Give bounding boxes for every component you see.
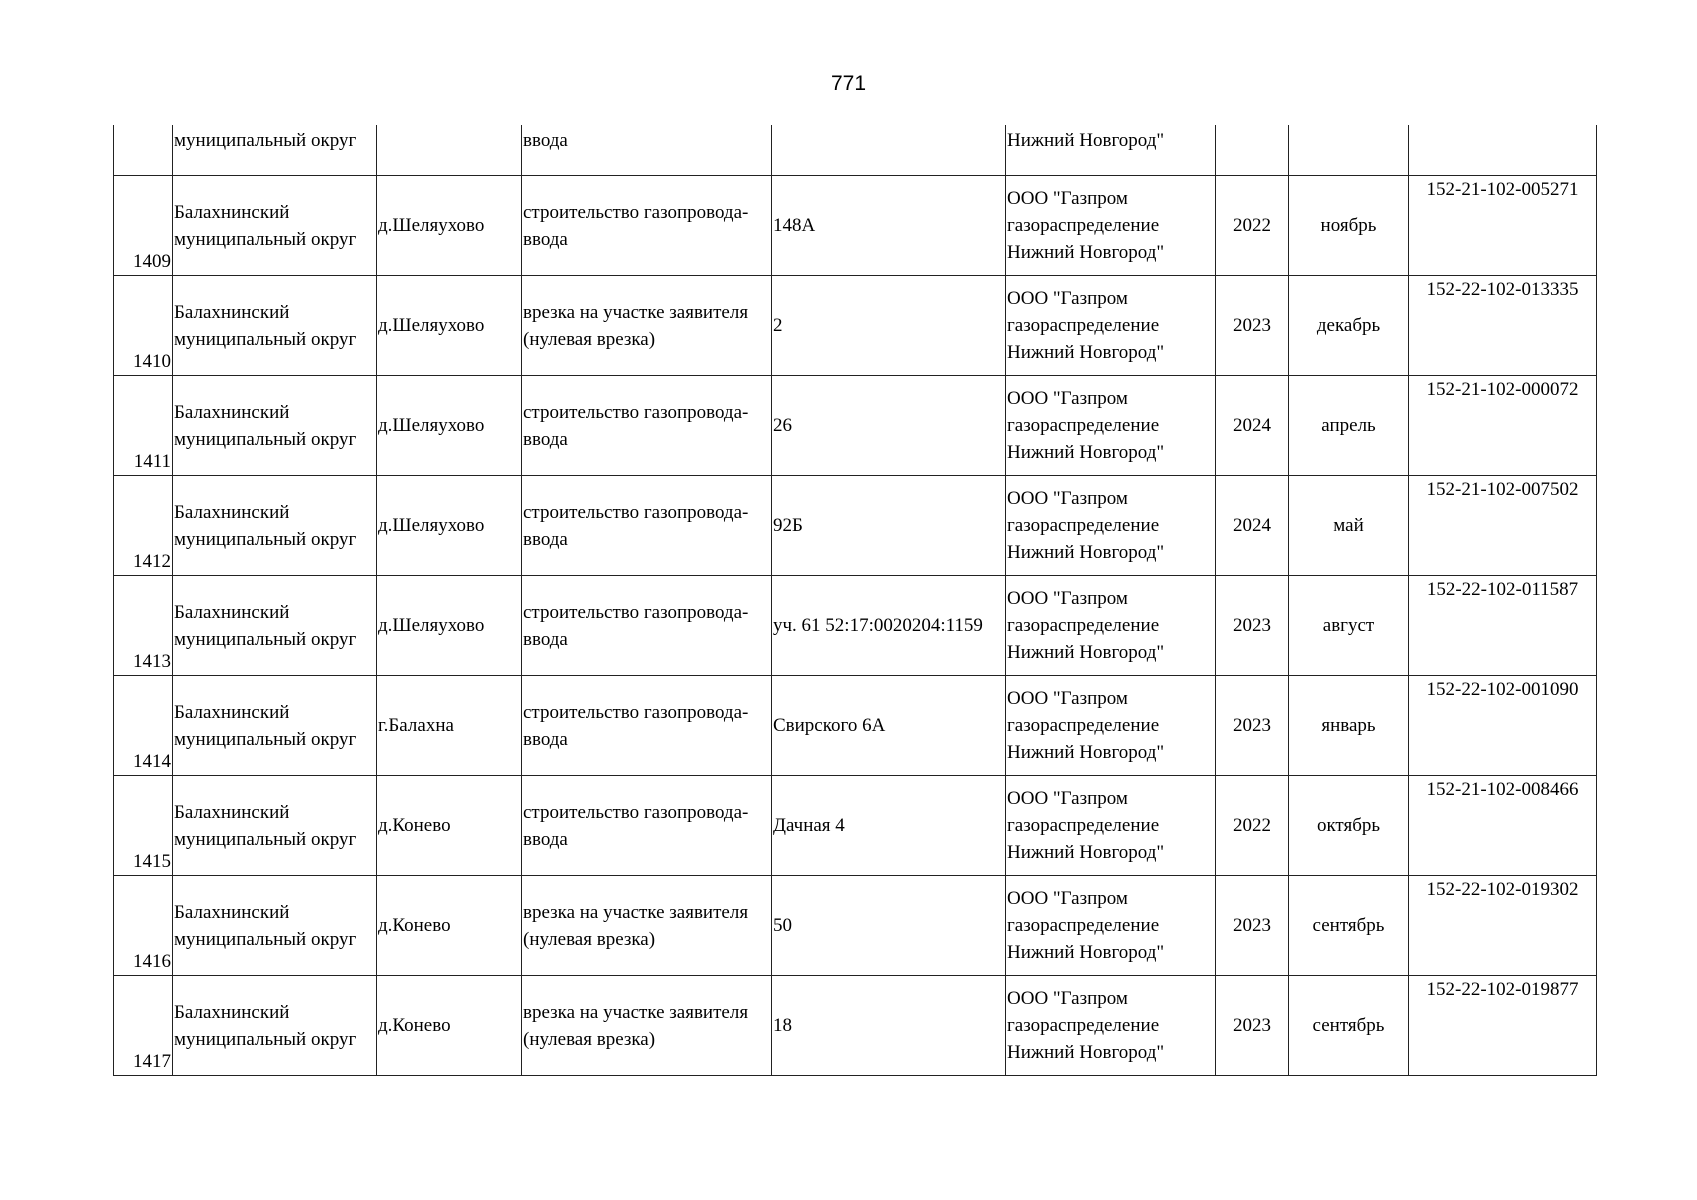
cell-district-line: Балахнинский (174, 601, 290, 623)
cell-settlement: д.Шеляухово (377, 276, 522, 376)
cell-work-type-line: строительство газопровода- (523, 401, 749, 423)
cell-organization-line: газораспределение (1007, 915, 1160, 936)
cell-work-type-line: врезка на участке заявителя (523, 1001, 749, 1023)
cell-code: 152-22-102-013335 (1409, 276, 1597, 376)
cell-organization-line: ООО "Газпром (1007, 388, 1128, 409)
cell-address: 26 (772, 376, 1006, 476)
cell-organization-line: Нижний Новгород" (1007, 542, 1165, 563)
cell-organization-line: ООО "Газпром (1007, 488, 1128, 509)
table-row (114, 276, 1597, 376)
cell-address: 92Б (772, 476, 1006, 576)
cell-code: 152-21-102-008466 (1409, 776, 1597, 876)
cell-month: январь (1289, 676, 1409, 776)
cell-organization (1006, 376, 1216, 476)
cell-organization-line: Нижний Новгород" (1007, 342, 1165, 363)
cell-work-type-line: ввода (523, 528, 568, 550)
cell-number: 1413 (114, 576, 173, 676)
table-row (114, 376, 1597, 476)
cell-district-line: Балахнинский (174, 201, 290, 223)
cell-year: 2024 (1216, 476, 1289, 576)
cell-settlement: г.Балахна (377, 676, 522, 776)
cell-address: 18 (772, 976, 1006, 1076)
cell-number: 1416 (114, 876, 173, 976)
cell-work-type-line: (нулевая врезка) (523, 1028, 656, 1050)
cell-district-line: Балахнинский (174, 801, 290, 823)
cell-organization (1006, 276, 1216, 376)
cell-organization-line: газораспределение (1007, 715, 1160, 736)
cell-organization: Нижний Новгород" (1006, 125, 1216, 176)
cell-district-line: Балахнинский (174, 901, 290, 923)
table-row (114, 976, 1597, 1076)
cell-work-type-line: ввода (523, 628, 568, 650)
cell-number: 1411 (114, 376, 173, 476)
cell-district (173, 576, 377, 676)
cell-address: 2 (772, 276, 1006, 376)
cell-work-type (522, 376, 772, 476)
cell-organization-line: ООО "Газпром (1007, 188, 1128, 209)
cell-organization (1006, 876, 1216, 976)
cell-work-type-line: строительство газопровода- (523, 801, 749, 823)
cell-number (114, 125, 173, 176)
cell-district: муниципальный округ (173, 125, 377, 176)
cell-organization (1006, 776, 1216, 876)
table-row (114, 676, 1597, 776)
cell-organization (1006, 476, 1216, 576)
cell-year: 2023 (1216, 976, 1289, 1076)
cell-year (1216, 125, 1289, 176)
cell-number: 1410 (114, 276, 173, 376)
cell-organization (1006, 976, 1216, 1076)
cell-address: уч. 61 52:17:0020204:1159 (772, 576, 1006, 676)
cell-work-type-line: (нулевая врезка) (523, 328, 656, 350)
cell-district-line: муниципальный округ (174, 828, 357, 850)
cell-code: 152-21-102-000072 (1409, 376, 1597, 476)
cell-district (173, 776, 377, 876)
cell-settlement: д.Шеляухово (377, 576, 522, 676)
cell-work-type: ввода (522, 125, 772, 176)
cell-month: апрель (1289, 376, 1409, 476)
table-row (114, 576, 1597, 676)
cell-number: 1415 (114, 776, 173, 876)
table-row (114, 476, 1597, 576)
cell-district (173, 676, 377, 776)
table-row (114, 776, 1597, 876)
cell-year: 2023 (1216, 576, 1289, 676)
table-row (114, 176, 1597, 276)
cell-organization-line: газораспределение (1007, 1015, 1160, 1036)
cell-organization-line: газораспределение (1007, 615, 1160, 636)
cell-year: 2022 (1216, 176, 1289, 276)
cell-district (173, 476, 377, 576)
table-row (114, 876, 1597, 976)
cell-organization (1006, 176, 1216, 276)
cell-work-type (522, 876, 772, 976)
cell-district (173, 376, 377, 476)
cell-code: 152-21-102-005271 (1409, 176, 1597, 276)
cell-organization-line: ООО "Газпром (1007, 588, 1128, 609)
cell-code: 152-22-102-019302 (1409, 876, 1597, 976)
cell-work-type-line: строительство газопровода- (523, 201, 749, 223)
cell-work-type (522, 976, 772, 1076)
cell-organization-line: Нижний Новгород" (1007, 942, 1165, 963)
cell-code: 152-21-102-007502 (1409, 476, 1597, 576)
cell-month: август (1289, 576, 1409, 676)
cell-organization-line: ООО "Газпром (1007, 988, 1128, 1009)
cell-settlement: д.Шеляухово (377, 376, 522, 476)
cell-number: 1409 (114, 176, 173, 276)
cell-organization-line: газораспределение (1007, 515, 1160, 536)
cell-work-type (522, 776, 772, 876)
cell-district (173, 876, 377, 976)
cell-code: 152-22-102-001090 (1409, 676, 1597, 776)
cell-district (173, 176, 377, 276)
cell-district-line: муниципальный округ (174, 528, 357, 550)
cell-district-line: муниципальный округ (174, 328, 357, 350)
cell-organization-line: Нижний Новгород" (1007, 1042, 1165, 1063)
cell-organization-line: Нижний Новгород" (1007, 442, 1165, 463)
cell-year: 2023 (1216, 676, 1289, 776)
cell-work-type (522, 476, 772, 576)
cell-work-type (522, 576, 772, 676)
cell-work-type-line: (нулевая врезка) (523, 928, 656, 950)
cell-number: 1412 (114, 476, 173, 576)
cell-month: октябрь (1289, 776, 1409, 876)
cell-district-line: муниципальный округ (174, 228, 357, 250)
cell-work-type-line: ввода (523, 728, 568, 750)
cell-month: сентябрь (1289, 876, 1409, 976)
cell-work-type-line: ввода (523, 828, 568, 850)
cell-year: 2022 (1216, 776, 1289, 876)
cell-work-type (522, 176, 772, 276)
cell-organization-line: газораспределение (1007, 815, 1160, 836)
cell-district (173, 276, 377, 376)
cell-settlement: д.Шеляухово (377, 176, 522, 276)
gasification-schedule-table (113, 125, 1597, 1076)
cell-address (772, 125, 1006, 176)
cell-month: май (1289, 476, 1409, 576)
cell-month: декабрь (1289, 276, 1409, 376)
cell-district-line: муниципальный округ (174, 728, 357, 750)
cell-settlement: д.Конево (377, 876, 522, 976)
cell-address: 50 (772, 876, 1006, 976)
cell-district-line: Балахнинский (174, 401, 290, 423)
cell-organization-line: газораспределение (1007, 315, 1160, 336)
cell-district-line: Балахнинский (174, 501, 290, 523)
cell-district-line: Балахнинский (174, 301, 290, 323)
cell-code: 152-22-102-011587 (1409, 576, 1597, 676)
cell-number: 1417 (114, 976, 173, 1076)
cell-settlement (377, 125, 522, 176)
cell-settlement: д.Шеляухово (377, 476, 522, 576)
cell-month (1289, 125, 1409, 176)
cell-work-type-line: врезка на участке заявителя (523, 301, 749, 323)
cell-code (1409, 125, 1597, 176)
cell-district-line: муниципальный округ (174, 628, 357, 650)
cell-organization (1006, 576, 1216, 676)
cell-organization (1006, 676, 1216, 776)
cell-work-type-line: врезка на участке заявителя (523, 901, 749, 923)
cell-address: Дачная 4 (772, 776, 1006, 876)
cell-district-line: муниципальный округ (174, 928, 357, 950)
cell-month: сентябрь (1289, 976, 1409, 1076)
cell-organization-line: Нижний Новгород" (1007, 842, 1165, 863)
cell-district-line: Балахнинский (174, 701, 290, 723)
cell-organization-line: газораспределение (1007, 415, 1160, 436)
continuation-row (114, 125, 1597, 176)
cell-year: 2023 (1216, 276, 1289, 376)
cell-organization-line: газораспределение (1007, 215, 1160, 236)
cell-year: 2024 (1216, 376, 1289, 476)
cell-organization-line: ООО "Газпром (1007, 688, 1128, 709)
cell-month: ноябрь (1289, 176, 1409, 276)
cell-work-type (522, 276, 772, 376)
cell-district-line: муниципальный округ (174, 1028, 357, 1050)
cell-settlement: д.Конево (377, 776, 522, 876)
cell-organization-line: ООО "Газпром (1007, 788, 1128, 809)
cell-organization-line: ООО "Газпром (1007, 888, 1128, 909)
cell-organization-line: Нижний Новгород" (1007, 642, 1165, 663)
cell-work-type-line: строительство газопровода- (523, 701, 749, 723)
cell-work-type-line: строительство газопровода- (523, 501, 749, 523)
cell-organization-line: Нижний Новгород" (1007, 242, 1165, 263)
cell-district (173, 976, 377, 1076)
cell-organization-line: ООО "Газпром (1007, 288, 1128, 309)
cell-address: Свирского 6А (772, 676, 1006, 776)
cell-code: 152-22-102-019877 (1409, 976, 1597, 1076)
cell-work-type (522, 676, 772, 776)
cell-district-line: муниципальный округ (174, 428, 357, 450)
page-number: 771 (830, 72, 867, 95)
cell-organization-line: Нижний Новгород" (1007, 742, 1165, 763)
cell-work-type-line: ввода (523, 228, 568, 250)
cell-year: 2023 (1216, 876, 1289, 976)
cell-district-line: Балахнинский (174, 1001, 290, 1023)
cell-work-type-line: ввода (523, 428, 568, 450)
cell-settlement: д.Конево (377, 976, 522, 1076)
cell-address: 148А (772, 176, 1006, 276)
cell-work-type-line: строительство газопровода- (523, 601, 749, 623)
cell-number: 1414 (114, 676, 173, 776)
